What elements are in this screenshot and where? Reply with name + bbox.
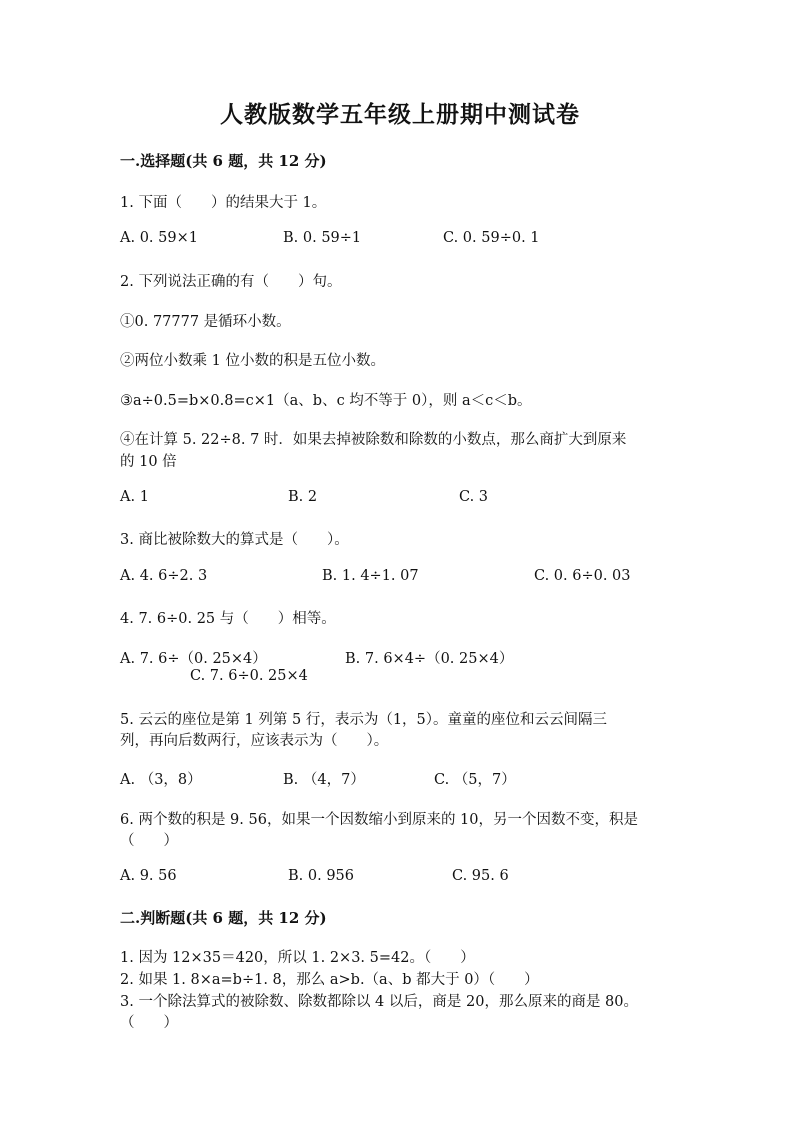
question-4-option-a: A. 7. 6÷（0. 25×4） (120, 651, 267, 667)
question-5-option-b: B. （4，7） (283, 772, 365, 788)
page-title: 人教版数学五年级上册期中测试卷 (220, 101, 580, 128)
question-1-option-a: A. 0. 59×1 (120, 230, 198, 246)
question-1-stem: 1. 下面（ ）的结果大于 1。 (120, 195, 327, 211)
question-5-stem-line-1: 5. 云云的座位是第 1 列第 5 行，表示为（1，5）。童童的座位和云云间隔三 (120, 712, 608, 728)
question-2-statement-2: ②两位小数乘 1 位小数的积是五位小数。 (120, 353, 385, 369)
question-6-option-a: A. 9. 56 (120, 868, 177, 884)
question-2-statement-3: ③a÷0.5=b×0.8=c×1（a、b、c 均不等于 0），则 a＜c＜b。 (120, 393, 532, 409)
question-4-stem: 4. 7. 6÷0. 25 与（ ）相等。 (120, 611, 336, 627)
question-1-option-c: C. 0. 59÷0. 1 (443, 230, 540, 246)
judgement-item-1: 1. 因为 12×35＝420，所以 1. 2×3. 5=42。（ ） (120, 950, 475, 966)
question-3-option-a: A. 4. 6÷2. 3 (120, 568, 208, 584)
question-5-stem-line-2: 列，再向后数两行，应该表示为（ ）。 (120, 733, 389, 749)
question-1-option-b: B. 0. 59÷1 (283, 230, 362, 246)
question-5-option-a: A. （3，8） (120, 772, 202, 788)
question-2-stem: 2. 下列说法正确的有（ ）句。 (120, 274, 342, 290)
question-3-option-b: B. 1. 4÷1. 07 (322, 568, 419, 584)
question-2-option-a: A. 1 (120, 489, 149, 505)
question-6-stem-line-2: （ ） (120, 833, 178, 849)
question-6-option-c: C. 95. 6 (452, 868, 509, 884)
question-2-option-c: C. 3 (459, 489, 489, 505)
section-heading-choice: 一.选择题(共 6 题，共 12 分) (120, 152, 327, 170)
question-2-option-b: B. 2 (288, 489, 318, 505)
question-2-statement-1: ①0. 77777 是循环小数。 (120, 314, 291, 330)
question-4-option-c: C. 7. 6÷0. 25×4 (190, 668, 308, 684)
question-5-option-c: C. （5，7） (434, 772, 516, 788)
question-3-option-c: C. 0. 6÷0. 03 (534, 568, 631, 584)
section-heading-judgement: 二.判断题(共 6 题，共 12 分) (120, 909, 327, 927)
judgement-item-3-cont: （ ） (120, 1015, 178, 1031)
judgement-item-3: 3. 一个除法算式的被除数、除数都除以 4 以后，商是 20，那么原来的商是 80。 (120, 994, 639, 1010)
question-6-option-b: B. 0. 956 (288, 868, 354, 884)
question-3-stem: 3. 商比被除数大的算式是（ ）。 (120, 532, 349, 548)
question-6-stem-line-1: 6. 两个数的积是 9. 56，如果一个因数缩小到原来的 10，另一个因数不变，积是 (120, 812, 639, 828)
judgement-item-2: 2. 如果 1. 8×a=b÷1. 8，那么 a>b.（a、b 都大于 0）（ ） (120, 972, 539, 988)
question-4-option-b: B. 7. 6×4÷（0. 25×4） (345, 651, 514, 667)
question-2-statement-4-cont: 的 10 倍 (120, 454, 177, 470)
question-2-statement-4: ④在计算 5. 22÷8. 7 时．如果去掉被除数和除数的小数点，那么商扩大到原来 (120, 432, 627, 448)
